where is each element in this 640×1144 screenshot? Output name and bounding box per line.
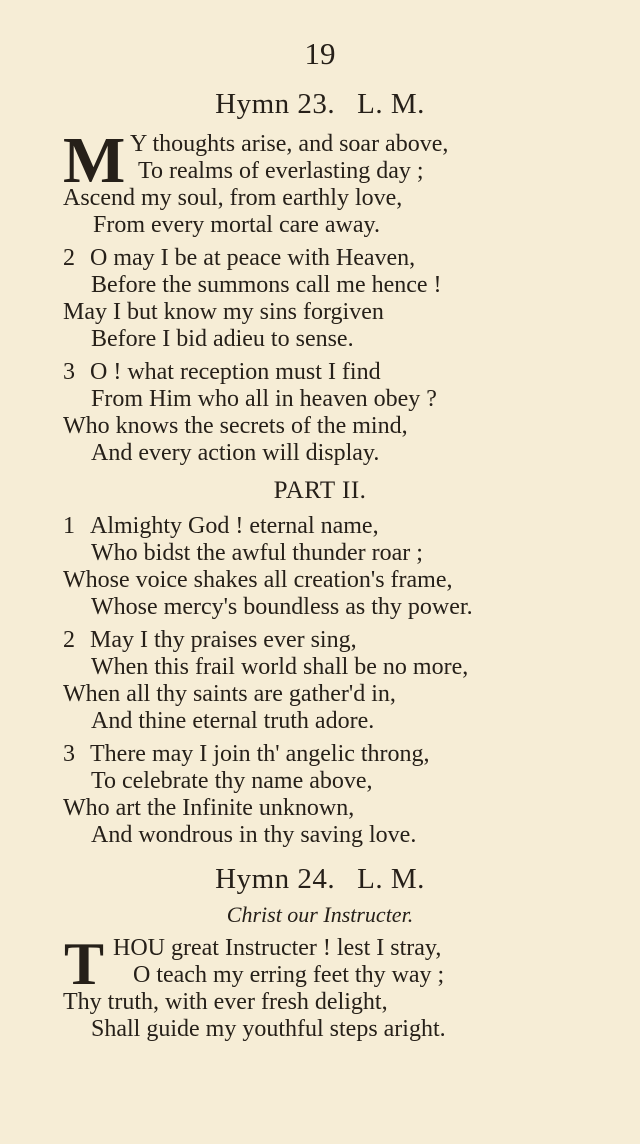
hymn-23-stanza-3-line-1: 3 O ! what reception must I find xyxy=(63,359,381,385)
hymn-23-stanza-2-line-4: Before I bid adieu to sense. xyxy=(91,326,354,352)
hymn-23-stanza-1-line-2: To realms of everlasting day ; xyxy=(138,158,424,184)
hymn-23-heading xyxy=(0,88,640,121)
stanza-number: 1 xyxy=(63,513,75,539)
part-2-stanza-2-line-3: When all thy saints are gather'd in, xyxy=(63,681,396,707)
part-2-stanza-3-line-3: Who art the Infinite unknown, xyxy=(63,795,355,821)
drop-cap-t: T xyxy=(64,931,105,997)
hymn-23-stanza-2-line-1: 2 O may I be at peace with Heaven, xyxy=(63,245,416,271)
part-2-stanza-1-line-3: Whose voice shakes all creation's frame, xyxy=(63,567,453,593)
stanza-number: 2 xyxy=(63,245,75,271)
part-2-stanza-2-line-4: And thine eternal truth adore. xyxy=(91,708,375,734)
drop-cap-m: M xyxy=(63,124,126,197)
part-2-stanza-1-line-2: Who bidst the awful thunder roar ; xyxy=(91,540,423,566)
part-2-stanza-3-line-4: And wondrous in thy saving love. xyxy=(91,822,417,848)
stanza-number: 2 xyxy=(63,627,75,653)
part-2-heading: PART II. xyxy=(273,477,367,504)
hymn-23-stanza-2-line-3: May I but know my sins forgiven xyxy=(63,299,384,325)
part-2-stanza-3-line-2: To celebrate thy name above, xyxy=(91,768,373,794)
hymn-23-stanza-2-line-2: Before the summons call me hence ! xyxy=(91,272,442,298)
hymn-24-heading xyxy=(0,863,640,896)
hymn-23-stanza-1-line-1: Y thoughts arise, and soar above, xyxy=(130,131,449,157)
hymn-24-stanza-1-line-2: O teach my erring feet thy way ; xyxy=(133,962,445,988)
hymn-23-stanza-3-line-2: From Him who all in heaven obey ? xyxy=(91,386,437,412)
hymn-24-stanza-1-line-3: Thy truth, with ever fresh delight, xyxy=(63,989,388,1015)
hymn-24-subtitle: Christ our Instructer. xyxy=(226,902,414,927)
hymn-23-stanza-3-line-3: Who knows the secrets of the mind, xyxy=(63,413,408,439)
stanza-number: 3 xyxy=(63,741,75,767)
page-number: 19 xyxy=(304,36,336,71)
hymn-24-title: Hymn 24. xyxy=(215,863,336,895)
part-2-stanza-1-line-4: Whose mercy's boundless as thy power. xyxy=(91,594,473,620)
stanza-number: 3 xyxy=(63,359,75,385)
part-2-stanza-3-line-1: 3 There may I join th' angelic throng, xyxy=(63,741,430,767)
hymn-24-stanza-1-line-1: HOU great Instructer ! lest I stray, xyxy=(113,935,442,961)
hymn-24-stanza-1-line-4: Shall guide my youthful steps aright. xyxy=(91,1016,446,1042)
hymn-23-title: Hymn 23. xyxy=(215,88,336,120)
hymn-23-meter: L. M. xyxy=(357,88,425,120)
hymn-24-meter: L. M. xyxy=(357,863,425,895)
hymn-23-stanza-1-line-4: From every mortal care away. xyxy=(93,212,380,238)
hymn-23-stanza-1-line-3: Ascend my soul, from earthly love, xyxy=(63,185,403,211)
part-2-stanza-2-line-2: When this frail world shall be no more, xyxy=(91,654,469,680)
part-2-stanza-1-line-1: 1 Almighty God ! eternal name, xyxy=(63,513,379,539)
part-2-stanza-2-line-1: 2 May I thy praises ever sing, xyxy=(63,627,357,653)
hymn-23-stanza-3-line-4: And every action will display. xyxy=(91,440,380,466)
